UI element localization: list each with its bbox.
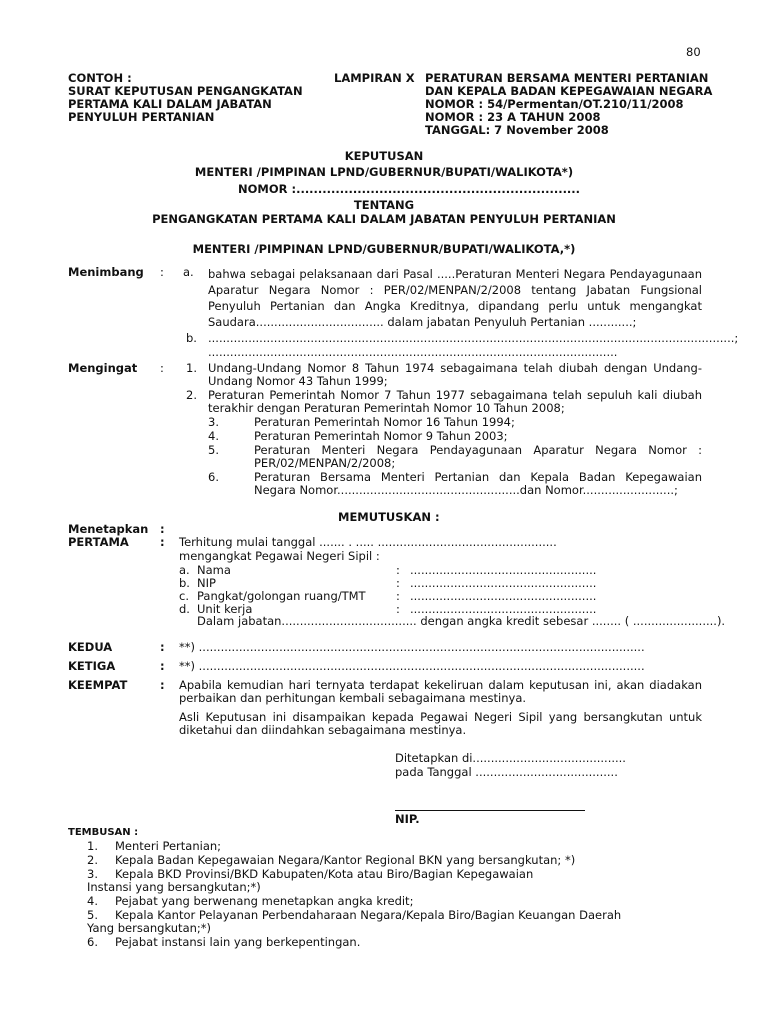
ditetapkan-di: Ditetapkan di.......................................... [395, 751, 626, 765]
kedua-label: KEDUA [68, 640, 113, 654]
field-label: Pangkat/golongan ruang/TMT [197, 589, 366, 603]
keempat-paragraph: Apabila kemudian hari ternyata terdapat kekeliruan dalam keputusan ini, akan diadakan perbaikan dan perhitungan kembali sebagaimana mestinya. [179, 678, 702, 705]
field-colon: : [396, 576, 400, 590]
title-nomor: NOMOR :................................................................. [238, 182, 581, 196]
title-subject: PENGANGKATAN PERTAMA KALI DALAM JABATAN PENYULUH PERTANIAN [152, 212, 616, 226]
mengingat-item-text: Peraturan Pemerintah Nomor 7 Tahun 1977 sebagaimana telah sepuluh kali diubah terakhir dengan Peraturan Pemerintah Nomor 10 Tahun 2008; [208, 388, 702, 415]
field-colon: : [396, 602, 400, 616]
header-left-line: PENYULUH PERTANIAN [68, 110, 215, 124]
pada-tanggal: pada Tanggal ....................................... [395, 765, 618, 779]
nip-label: NIP. [395, 812, 420, 826]
tembusan-item-number: 3. [87, 867, 98, 881]
tembusan-item-number: 6. [87, 935, 98, 949]
ketiga-text: **) .......................................................................................................................... [179, 659, 645, 673]
menimbang-a-text: bahwa sebagai pelaksanaan dari Pasal .....Peraturan Menteri Negara Pendayagunaan Aparatur Negara Nomor : PER/02/MENPAN/2/2008 tentang Jabatan Fungsional Penyuluh Pertanian dan Angka Kreditnya, dipandang perlu untuk mengangkat Saudara................................... dalam jabatan Penyuluh Pertanian ............; [208, 267, 702, 329]
menetapkan-label: Menetapkan [68, 522, 149, 536]
menimbang-label: Menimbang [68, 265, 144, 279]
tembusan-item-text: Pejabat instansi lain yang berkepentingan. [115, 935, 361, 949]
header-right-line: PERATURAN BERSAMA MENTERI PERTANIAN [425, 71, 709, 85]
pertama-line: Terhitung mulai tanggal ....... . ..... ................................................. [179, 535, 557, 549]
header-right-line: NOMOR : 23 A TAHUN 2008 [425, 110, 601, 124]
tembusan-item-text: Kepala Kantor Pelayanan Perbendaharaan Negara/Kepala Biro/Bagian Keuangan Daerah [115, 908, 622, 922]
keempat-label: KEEMPAT [68, 678, 128, 692]
tembusan-item-text: Kepala BKD Provinsi/BKD Kabupaten/Kota atau Biro/Bagian Kepegawaian [115, 867, 534, 881]
jabatan-line: Dalam jabatan..................................... dengan angka kredit sebesar ........ ( .......................). [197, 614, 726, 628]
title-menteri: MENTERI /PIMPINAN LPND/GUBERNUR/BUPATI/WALIKOTA*) [194, 165, 574, 179]
mengingat-item-number: 2. [186, 388, 197, 402]
tembusan-item-number: 2. [87, 853, 98, 867]
mengingat-item-text: Peraturan Pemerintah Nomor 9 Tahun 2003; [254, 429, 508, 443]
field-colon: : [396, 589, 400, 603]
ketiga-colon: : [160, 659, 165, 673]
mengingat-item-text: Peraturan Bersama Menteri Pertanian dan Kepala Badan Kepegawaian Negara Nomor..................................................dan Nomor.........................; [254, 470, 702, 497]
field-label: NIP [197, 576, 216, 590]
kedua-text: **) .......................................................................................................................... [179, 640, 645, 654]
memutuskan-heading: MEMUTUSKAN : [338, 510, 440, 524]
header-left-line: SURAT KEPUTUSAN PENGANGKATAN [68, 84, 303, 98]
tembusan-item-continuation: Yang bersangkutan;*) [87, 921, 212, 935]
field-value: ................................................... [410, 563, 597, 577]
lampiran-label: LAMPIRAN X [334, 71, 415, 85]
menetapkan-colon: : [160, 522, 165, 536]
header-left-line: CONTOH : [68, 71, 132, 85]
menimbang-b-line: ................................................................................................................................................; [208, 331, 739, 345]
tembusan-item-number: 4. [87, 894, 98, 908]
header-right-line: NOMOR : 54/Permentan/OT.210/11/2008 [425, 97, 684, 111]
field-value: ................................................... [410, 589, 597, 603]
ketiga-label: KETIGA [68, 659, 116, 673]
header-right-line: DAN KEPALA BADAN KEPEGAWAIAN NEGARA [425, 84, 713, 98]
mengingat-item-number: 4. [208, 429, 219, 443]
field-colon: : [396, 563, 400, 577]
mengingat-item-number: 3. [208, 415, 219, 429]
tembusan-item-number: 1. [87, 839, 98, 853]
menimbang-a-marker: a. [183, 265, 194, 279]
pertama-colon: : [160, 535, 165, 549]
field-marker: b. [179, 576, 190, 590]
field-marker: c. [179, 589, 189, 603]
pertama-label: PERTAMA [68, 535, 129, 549]
pertama-line: mengangkat Pegawai Negeri Sipil : [179, 549, 380, 563]
mengingat-item-number: 5. [208, 443, 219, 457]
field-marker: a. [179, 563, 190, 577]
mengingat-colon: : [160, 361, 164, 375]
mengingat-item-text: Undang-Undang Nomor 8 Tahun 1974 sebagaimana telah diubah dengan Undang-Undang Nomor 43 Tahun 1999; [208, 361, 702, 388]
kedua-colon: : [160, 640, 165, 654]
tembusan-item-text: Pejabat yang berwenang menetapkan angka kredit; [115, 894, 414, 908]
title-official: MENTERI /PIMPINAN LPND/GUBERNUR/BUPATI/WALIKOTA,*) [192, 242, 576, 256]
tembusan-item-text: Kepala Badan Kepegawaian Negara/Kantor Regional BKN yang bersangkutan; *) [115, 853, 576, 867]
field-label: Unit kerja [197, 602, 253, 616]
page-number: 80 [686, 45, 701, 59]
header-right-line: TANGGAL: 7 November 2008 [425, 123, 609, 137]
title-tentang: TENTANG [353, 198, 415, 212]
tembusan-item-number: 5. [87, 908, 98, 922]
mengingat-item-number: 1. [186, 361, 197, 375]
header-left-line: PERTAMA KALI DALAM JABATAN [68, 97, 272, 111]
mengingat-label: Mengingat [68, 361, 138, 375]
tembusan-label: TEMBUSAN : [68, 827, 139, 838]
field-value: ................................................... [410, 602, 597, 616]
mengingat-item-number: 6. [208, 470, 219, 484]
menimbang-colon: : [160, 265, 164, 279]
tembusan-item-continuation: Instansi yang bersangkutan;*) [87, 880, 261, 894]
mengingat-item-text: Peraturan Menteri Negara Pendayagunaan Aparatur Negara Nomor : PER/02/MENPAN/2/2008; [254, 443, 702, 470]
menimbang-b-line: ................................................................................................................ [208, 345, 618, 359]
field-marker: d. [179, 602, 190, 616]
tembusan-item-text: Menteri Pertanian; [115, 839, 222, 853]
field-label: Nama [197, 563, 231, 577]
menimbang-b-marker: b. [186, 331, 197, 345]
keempat-paragraph: Asli Keputusan ini disampaikan kepada Pegawai Negeri Sipil yang bersangkutan untuk diketahui dan diindahkan sebagaimana mestinya. [179, 710, 702, 737]
keempat-colon: : [160, 678, 165, 692]
field-value: ................................................... [410, 576, 597, 590]
mengingat-item-text: Peraturan Pemerintah Nomor 16 Tahun 1994; [254, 415, 515, 429]
title-keputusan: KEPUTUSAN [344, 149, 424, 163]
signature-line [395, 810, 585, 811]
